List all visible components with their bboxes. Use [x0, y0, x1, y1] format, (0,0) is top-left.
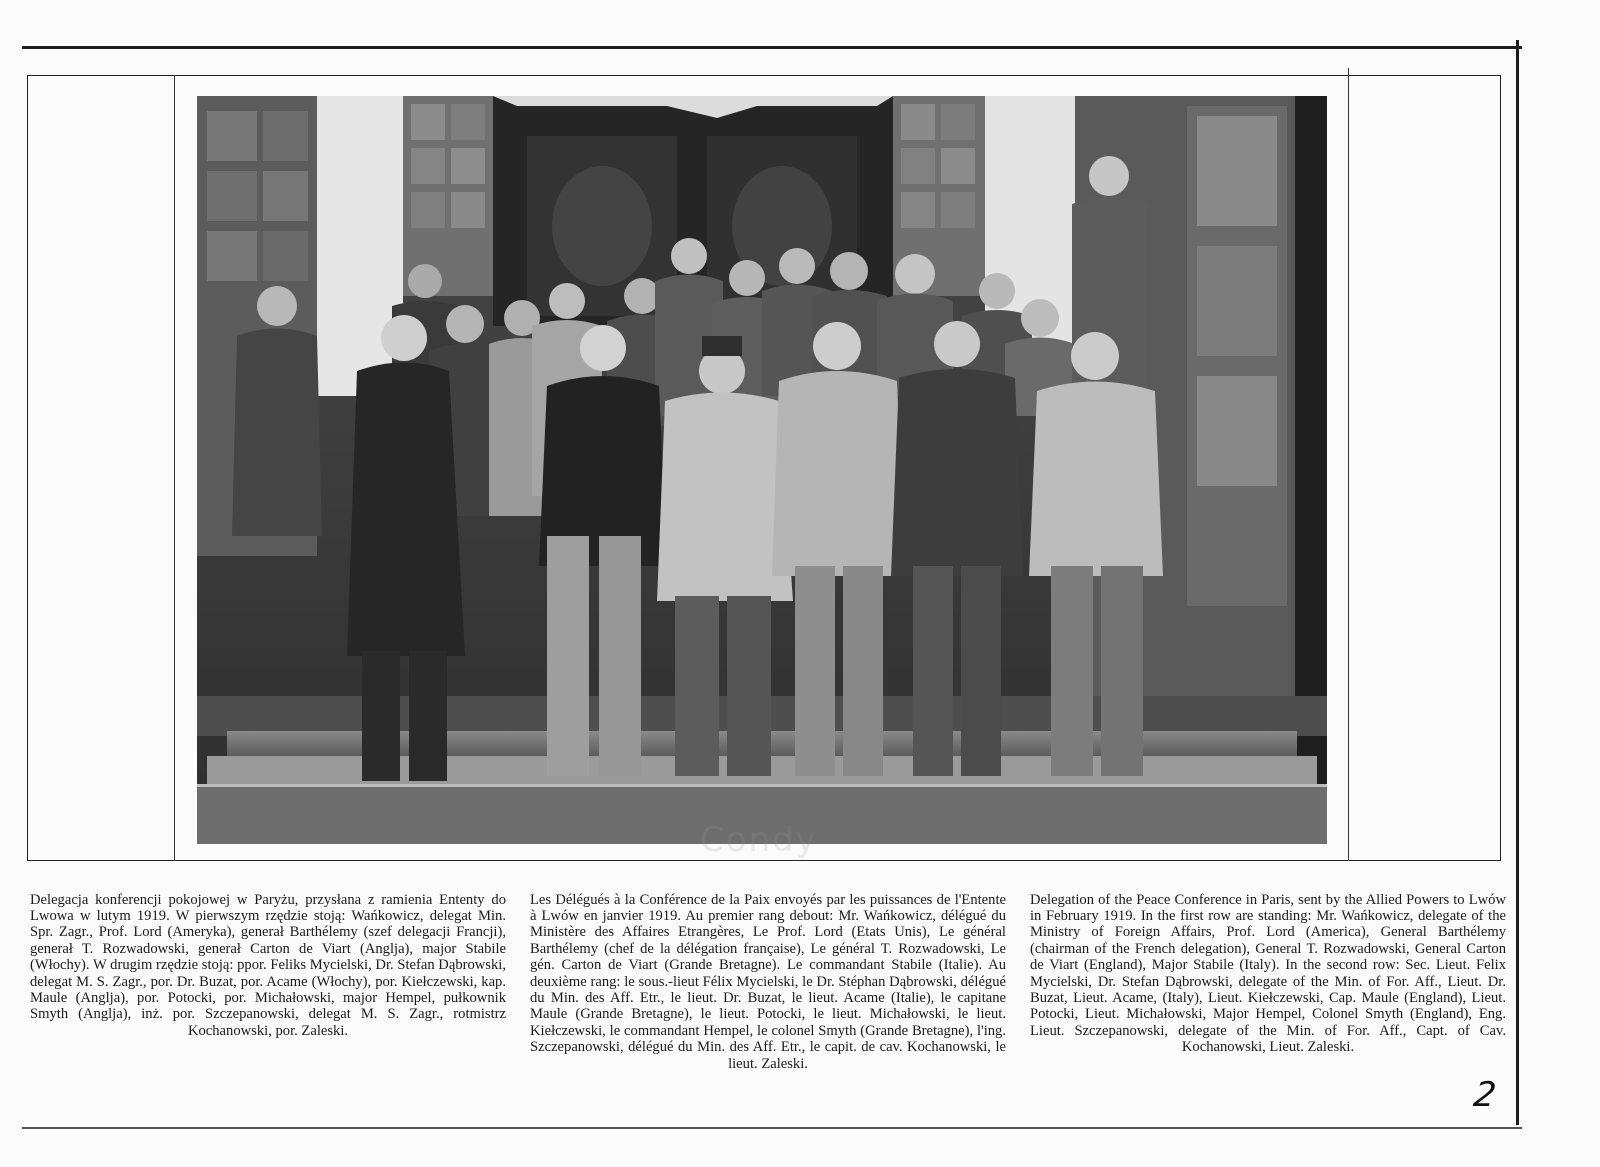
plate-divider-right — [1348, 68, 1349, 861]
group-photo-illustration — [197, 96, 1327, 844]
delegation-group-photo — [197, 96, 1327, 844]
top-rule — [22, 46, 1522, 49]
caption-english: Delegation of the Peace Conference in Paris, sent by the Allied Powers to Lwów in February 1919. In the first row are standing: Mr. Wańkowicz, delegate of the Ministry of Foreign Affairs, Prof. Lord (America), General Barthélemy (chairman of the French delegation), General T. Rozwadowski, General Carton de Viart (England), Major Stabile (Italy). In the second row: Sec. Lieut. Felix Mycielski, Dr. Stefan Dąbrowski, delegate of the Min. of For. Aff., Lieut. Dr. Buzat, Lieut. Acame, (Italy), Lieut. Kiełczewski, Cap. Maule (England), Lieut. Potocki, Lieut. Michałowski, Major Hempel, Colonel Smyth (England), Eng. Lieut. Szczepanowski, delegate of the Min. of For. Aff., Capt. of Cav. Kochanowski, Lieut. Zaleski. — [1030, 891, 1506, 1056]
plate-divider-left — [174, 75, 175, 861]
caption-french: Les Délégués à la Conférence de la Paix envoyés par les puissances de l'Entente à Lwów en janvier 1919. Au premier rang debout: Mr. Wańkowicz, délégué du Ministère des Affaires Etrangères, Le Prof. Lord (Etats Unis), Le général Barthélemy (chef de la délégation française), Le général T. Rozwadowski, Le gén. Carton de Viart (Grande Bretagne). Le commandant Stabile (Italie). Au deuxième rang: le sous.-lieut Félix Mycielski, le Dr. Stéphan Dąbrowski, délégué du Min. des Aff. Etr., le lieut. Dr. Buzat, le lieut. Acame (Italie), le capitane Maule (Grande Bretagne), le lieut. Potocki, le lieut. Michałowski, le lieut. Kiełczewski, le commandant Hempel, le colonel Smyth (Grande Bretagne), l'ing. Szczepanowski, délégué du Min. des Aff. Etr., le capit. de cav. Kochanowski, le lieut. Zaleski. — [530, 891, 1006, 1072]
bottom-rule — [22, 1127, 1522, 1129]
caption-polish: Delegacja konferencji pokojowej w Paryżu, przysłana z ramienia Ententy do Lwowa w lutym 1919. W pierwszym rzędzie stoją: Wańkowicz, delegat Min. Spr. Zagr., Prof. Lord (Ameryka), generał Barthélemy (szef delegacji Francji), generał T. Rozwadowski, generał Carton de Viart (Anglja), major Stabile (Włochy). W drugim rzędzie stoją: ppor. Feliks Mycielski, Dr. Stefan Dąbrowski, delegat M. S. Zagr., por. Dr. Buzat, por. Acame (Włochy), por. Kiełczewski, kap. Maule (Anglja), por. Potocki, por. Michałowski, major Hempel, pułkownik Smyth (Anglja), inż. por. Szczepanowski, delegat M. S. Zagr., rotmistrz Kochanowski, por. Zaleski. — [30, 891, 506, 1039]
right-frame-line — [1516, 40, 1519, 1125]
page-number: 2 — [1471, 1075, 1499, 1115]
watermark: Condy — [700, 820, 818, 860]
